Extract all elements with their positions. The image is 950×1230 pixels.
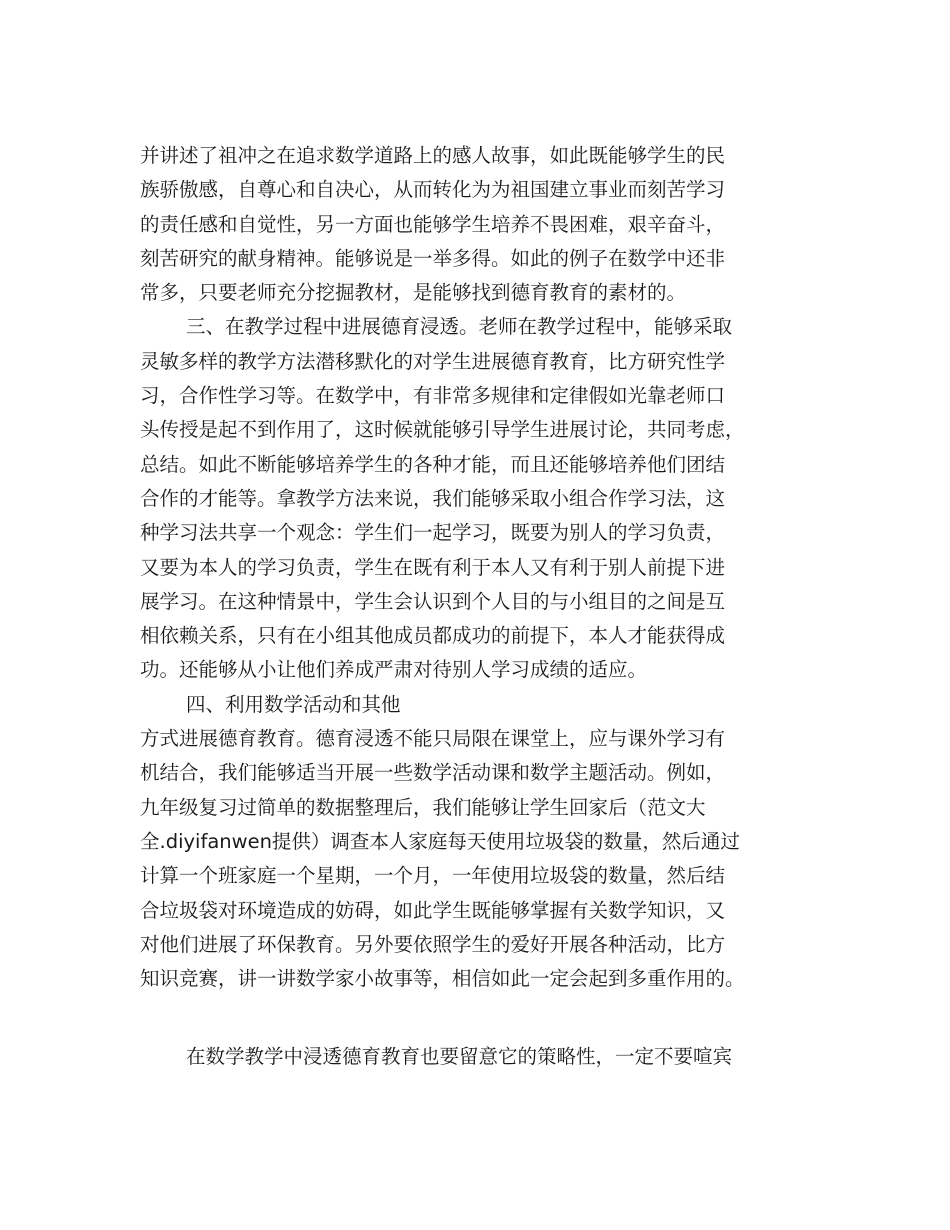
text-line: 对他们进展了环保教育。另外要依照学生的爱好开展各种活动，比方	[140, 932, 726, 956]
text-line: 三、在教学过程中进展德育浸透。老师在教学过程中，能够采取	[186, 315, 733, 339]
text-line: 合作的才能等。拿教学方法来说，我们能够采取小组合作学习法，这	[140, 486, 726, 510]
text-line: 展学习。在这种情景中，学生会认识到个人目的与小组目的之间是互	[140, 589, 726, 613]
text-line: 合垃圾袋对环境造成的妨碍，如此学生既能够掌握有关数学知识，又	[140, 898, 726, 922]
final-paragraph-line: 在数学教学中浸透德育教育也要留意它的策略性，一定不要喧宾	[186, 1045, 733, 1069]
text-line: 常多，只要老师充分挖掘教材，是能够找到德育教育的素材的。	[140, 281, 687, 305]
text-line: 相依赖关系，只有在小组其他成员都成功的前提下，本人才能获得成	[140, 624, 726, 648]
text-line: 头传授是起不到作用了，这时候就能够引导学生进展讨论，共同考虑，	[140, 418, 745, 442]
text-line: 九年级复习过简单的数据整理后，我们能够让学生回家后（范文大	[140, 795, 706, 819]
text-line: 习，合作性学习等。在数学中，有非常多规律和定律假如光靠老师口	[140, 384, 726, 408]
paragraph-gap	[140, 996, 840, 1040]
text-line: 并讲述了祖冲之在追求数学道路上的感人故事，如此既能够学生的民	[140, 144, 726, 167]
text-line: 族骄傲感，自尊心和自决心，从而转化为为祖国建立事业而刻苦学习	[140, 178, 726, 202]
text-line: 四、利用数学活动和其他	[186, 692, 401, 716]
text-line: 种学习法共享一个观念：学生们一起学习，既要为别人的学习负责，	[140, 521, 726, 545]
text-line: 灵敏多样的教学方法潜移默化的对学生进展德育教育，比方研究性学	[140, 349, 726, 373]
text-line: 又要为本人的学习负责，学生在既有利于本人又有利于别人前提下进	[140, 555, 726, 579]
text-line: 总结。如此不断能够培养学生的各种才能，而且还能够培养他们团结	[140, 452, 726, 476]
text-line: 的责任感和自觉性，另一方面也能够学生培养不畏困难，艰辛奋斗，	[140, 212, 726, 236]
text-line: 刻苦研究的献身精神。能够说是一举多得。如此的例子在数学中还非	[140, 246, 726, 270]
text-line: 方式进展德育教育。德育浸透不能只局限在课堂上，应与课外学习有	[140, 727, 726, 751]
text-line: 知识竞赛，讲一讲数学家小故事等，相信如此一定会起到多重作用的。	[140, 967, 745, 991]
text-line: 计算一个班家庭一个星期，一个月，一年使用垃圾袋的数量，然后结	[140, 864, 726, 888]
text-line: 全.diyifanwen提供）调查本人家庭每天使用垃圾袋的数量，然后通过	[140, 829, 740, 853]
text-line: 机结合，我们能够适当开展一些数学活动课和数学主题活动。例如，	[140, 761, 726, 785]
document-body	[140, 139, 840, 1075]
text-line: 功。还能够从小让他们养成严肃对待别人学习成绩的适应。	[140, 658, 648, 682]
